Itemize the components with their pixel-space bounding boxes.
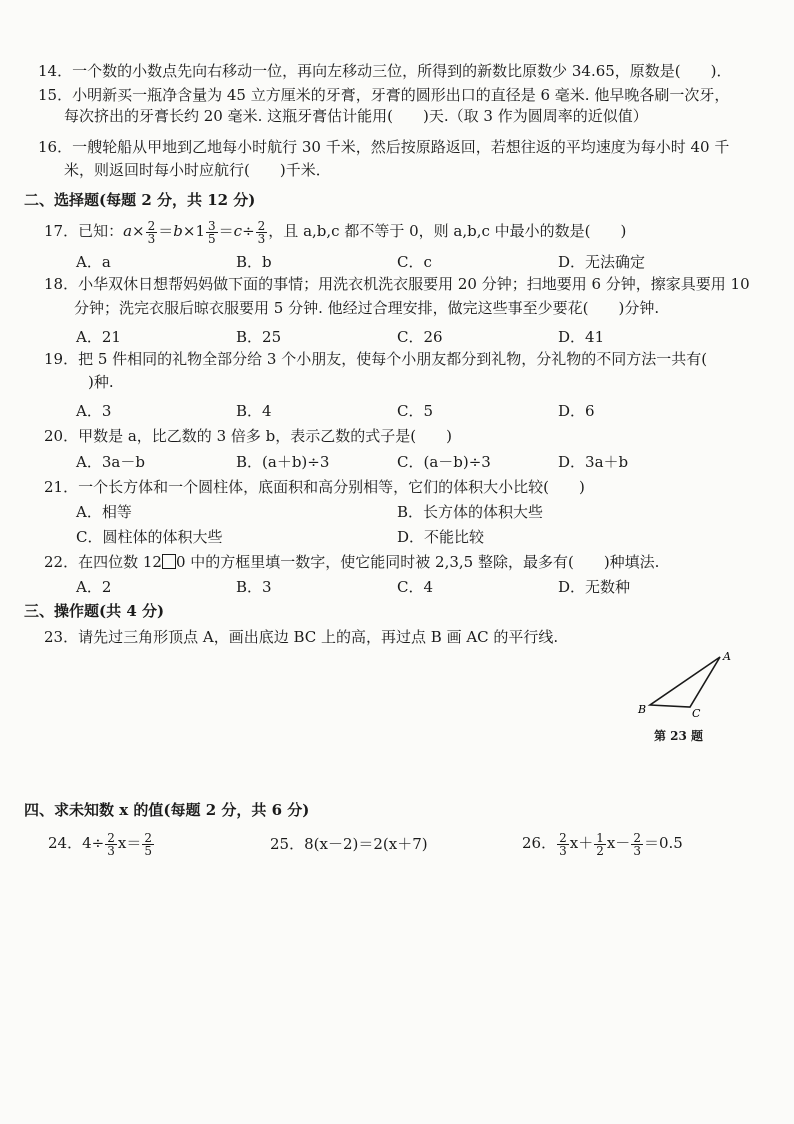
q17-times: × (132, 222, 145, 240)
q17-var-c: c (233, 222, 243, 240)
question-19-line2: )种. (88, 373, 114, 391)
question-14: 14．一个数的小数点先向右移动一位，再向左移动三位，所得到的新数比原数少 34.65，原数是( )． (38, 62, 732, 80)
q22-option-b[interactable]: B．3 (236, 578, 272, 596)
q17-fraction-2: $\frac{3}{5}$ (208, 218, 216, 246)
q17-option-d[interactable]: D．无法确定 (558, 253, 646, 271)
triangle-figure (630, 645, 740, 725)
section-4-title: 四、求未知数 x 的值(每题 2 分，共 6 分) (24, 801, 310, 819)
q20-option-b[interactable]: B．(a＋b)÷3 (236, 453, 330, 471)
q20-option-c[interactable]: C．(a－b)÷3 (397, 453, 491, 471)
q22-prefix: 22．在四位数 12 (44, 553, 162, 571)
q18-option-b[interactable]: B．25 (236, 328, 282, 346)
blank-box[interactable] (162, 554, 176, 569)
question-24: 24．4÷ $\frac{2}{3}$ x＝ $\frac{2}{5}$ (48, 830, 152, 858)
q26-fraction-3: $\frac{2}{3}$ (633, 830, 641, 858)
vertex-label-c: C (692, 707, 701, 720)
triangle-abc (650, 657, 720, 707)
q20-option-a[interactable]: A．3a－b (76, 453, 145, 471)
question-22 (44, 552, 659, 572)
q19-option-d[interactable]: D．6 (558, 402, 595, 420)
question-19-line1: 19．把 5 件相同的礼物全部分给 3 个小朋友，使每个小朋友都分到礼物，分礼物的不同方法一共有( (44, 350, 708, 368)
q17-fraction-1: $\frac{2}{3}$ (147, 218, 156, 246)
question-25: 25．8(x－2)＝2(x＋7) (270, 835, 428, 853)
vertex-label-b: B (638, 703, 647, 716)
q24-fraction-1: $\frac{2}{3}$ (107, 830, 115, 858)
q20-option-d[interactable]: D．3a＋b (558, 453, 629, 471)
q21-option-c[interactable]: C．圆柱体的体积大些 (76, 528, 223, 546)
q17-div: ÷ (242, 222, 255, 240)
q18-option-a[interactable]: A．21 (76, 328, 121, 346)
question-20: 20．甲数是 a，比乙数的 3 倍多 b，表示乙数的式子是( ) (44, 427, 452, 445)
q21-option-d[interactable]: D．不能比较 (397, 528, 485, 546)
question-18-line1: 18．小华双休日想帮妈妈做下面的事情；用洗衣机洗衣服要用 20 分钟；扫地要用 6 分钟，擦家具要用 10 (44, 275, 750, 293)
q17-option-b[interactable]: B．b (236, 253, 272, 271)
q17-prefix: 17．已知： (44, 222, 124, 240)
question-17 (44, 218, 626, 245)
section-3-title: 三、操作题(共 4 分) (24, 602, 165, 620)
q18-option-d[interactable]: D．41 (558, 328, 605, 346)
q17-var-a: a (123, 222, 133, 240)
q17-option-c[interactable]: C．c (397, 253, 432, 271)
question-26: 26． $\frac{2}{3}$ x＋ $\frac{1}{2}$ x－ $\frac{2}{3}$ ＝0.5 (522, 830, 683, 858)
question-15-line2: 每次挤出的牙膏长约 20 毫米. 这瓶牙膏估计能用( )天.（取 3 作为圆周率的近似值） (64, 107, 648, 125)
question-18-line2: 分钟；洗完衣服后晾衣服要用 5 分钟. 他经过合理安排，做完这些事至少要花( )分钟. (74, 299, 660, 317)
q17-tail: ，且 a,b,c 都不等于 0，则 a,b,c 中最小的数是( ) (268, 222, 627, 240)
question-23: 23．请先过三角形顶点 A，画出底边 BC 上的高，再过点 B 画 AC 的平行线. (44, 628, 559, 646)
q17-option-a[interactable]: A．a (76, 253, 111, 271)
q22-suffix: 0 中的方框里填一数字，使它能同时被 2,3,5 整除，最多有( )种填法. (175, 553, 660, 571)
q19-option-b[interactable]: B．4 (236, 402, 272, 420)
q24-fraction-2: $\frac{2}{5}$ (144, 830, 152, 858)
q19-option-c[interactable]: C．5 (397, 402, 434, 420)
q21-option-a[interactable]: A．相等 (76, 503, 132, 521)
q22-option-c[interactable]: C．4 (397, 578, 434, 596)
q18-option-c[interactable]: C．26 (397, 328, 443, 346)
question-16-line2: 米，则返回时每小时应航行( )千米． (64, 161, 331, 179)
figure-caption: 第 23 题 (654, 729, 704, 743)
q17-fraction-3: $\frac{2}{3}$ (257, 218, 266, 246)
q26-fraction-2: $\frac{1}{2}$ (596, 830, 604, 858)
q26-fraction-1: $\frac{2}{3}$ (559, 830, 567, 858)
q17-var-b: b (173, 222, 183, 240)
q21-option-b[interactable]: B．长方体的体积大些 (397, 503, 544, 521)
q19-option-a[interactable]: A．3 (76, 402, 112, 420)
vertex-label-a: A (723, 650, 731, 663)
q17-eq: ＝ (158, 222, 174, 240)
question-16-line1: 16．一艘轮船从甲地到乙地每小时航行 30 千米，然后按原路返回，若想往返的平均速度为每小时 40 千 (38, 138, 730, 156)
q17-eq2: ＝ (218, 222, 234, 240)
section-2-title: 二、选择题(每题 2 分，共 12 分) (24, 191, 256, 209)
q22-option-d[interactable]: D．无数种 (558, 578, 631, 596)
q22-option-a[interactable]: A．2 (76, 578, 112, 596)
question-15-line1: 15．小明新买一瓶净含量为 45 立方厘米的牙膏，牙膏的圆形出口的直径是 6 毫米. 他早晚各刷一次牙， (38, 86, 730, 104)
q17-times-one: ×1 (182, 222, 206, 240)
question-21: 21．一个长方体和一个圆柱体，底面积和高分别相等，它们的体积大小比较( ) (44, 478, 585, 496)
